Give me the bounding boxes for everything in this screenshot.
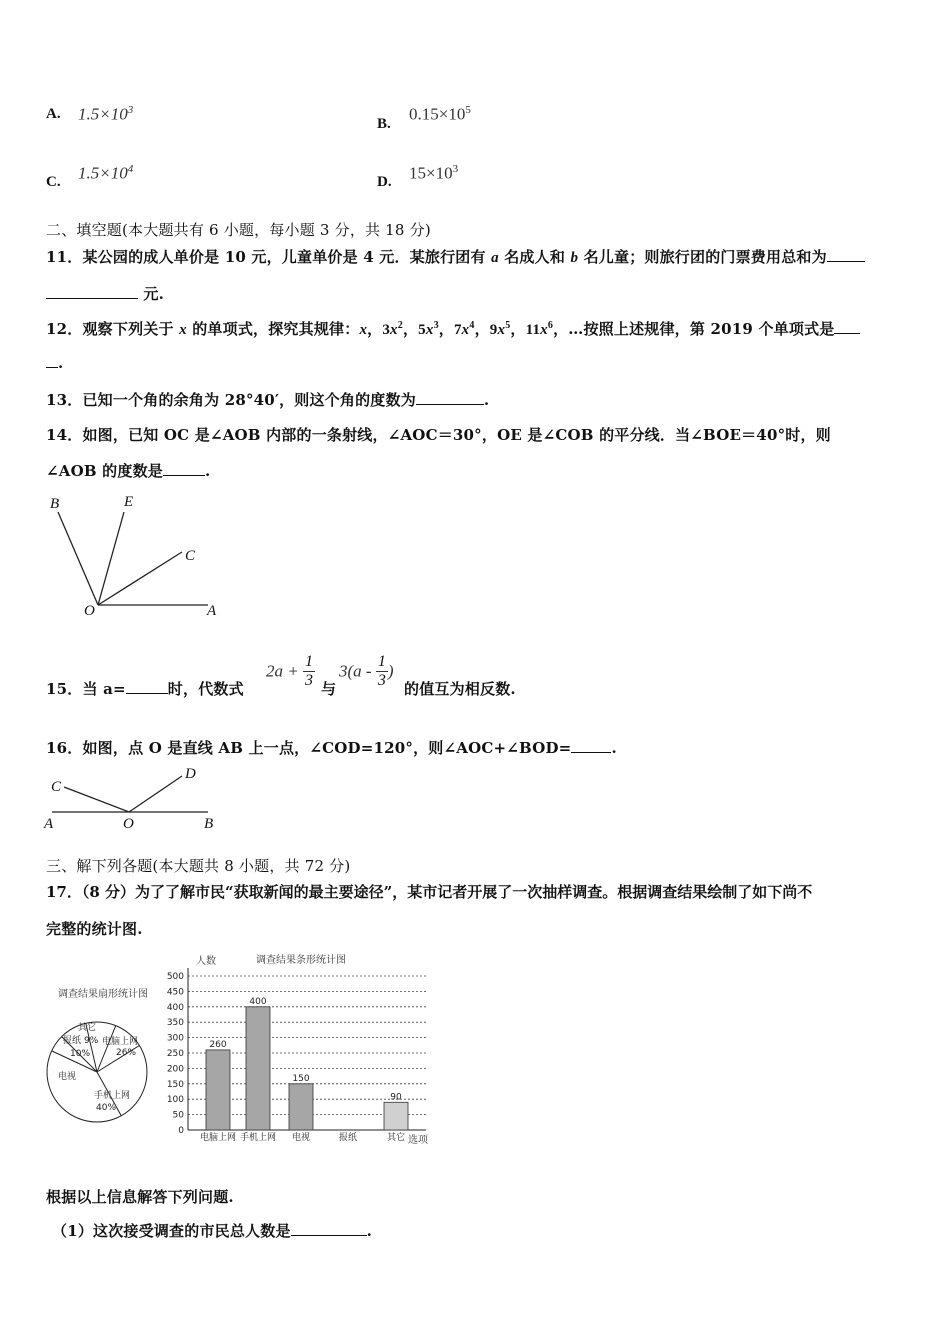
ray-oc [64, 787, 129, 812]
option-letter: D. [377, 174, 392, 190]
pie-slice-label: 其它 [78, 1023, 97, 1033]
pie-slice-label: 电视 [58, 1072, 77, 1082]
pie-slice-percent: 40% [96, 1103, 117, 1113]
x-tick-label: 手机上网 [239, 1133, 277, 1143]
label-o: O [123, 816, 134, 832]
option-letter: C. [46, 174, 61, 190]
bar [384, 1102, 408, 1130]
angle-figure-q16 [40, 762, 222, 834]
label-o: O [84, 603, 95, 619]
answer-blank[interactable] [834, 320, 860, 334]
label-e: E [124, 494, 134, 510]
answer-blank[interactable] [163, 462, 205, 476]
section-2-title: 二、填空题(本大题共有 6 小题，每小题 3 分，共 18 分) [46, 221, 431, 239]
question-12: 12．观察下列关于 x 的单项式，探究其规律：x，$3x^2$，$5x^3$，$7x^4$，$9x^5$，$11x^6$，…按照上述规律，第 2019 个单项式是 [46, 318, 860, 339]
label-c: C [185, 548, 196, 564]
x-tick-label: 电脑上网 [199, 1133, 237, 1143]
option-c [46, 172, 61, 191]
section-3-title: 三、解下列各题(本大题共 8 小题，共 72 分) [46, 857, 351, 875]
pie-slice-label: 电脑上网 [102, 1037, 139, 1047]
option-b [377, 114, 391, 133]
option-letter: A. [46, 106, 61, 122]
option-c-value: $1.5\times 10^4$ [78, 163, 134, 183]
question-17-sub1: （1）这次接受调查的市民总人数是 . [52, 1222, 373, 1240]
x-tick-label: 其它 [386, 1133, 406, 1143]
y-tick-label: 350 [166, 1018, 184, 1029]
question-17: 17．（8 分）为了了解市民“获取新闻的最主要途径”，某市记者开展了一次抽样调查。根据调查结果绘制了如下尚不 [46, 883, 813, 901]
bar-chart-title: 调查结果条形统计图 [256, 955, 346, 966]
y-tick-label: 0 [178, 1126, 184, 1136]
bar [206, 1050, 230, 1130]
y-tick-label: 150 [166, 1079, 184, 1090]
monomial-term: $7x^4$ [453, 320, 475, 338]
option-d [377, 172, 392, 191]
question-14: 14．如图，已知 OC 是∠AOB 内部的一条射线，∠AOC＝30°，OE 是∠COB 的平分线．当∠BOE＝40°时，则 [46, 426, 831, 444]
pie-slice-label: 手机上网 [94, 1091, 131, 1101]
x-tick-label: 电视 [291, 1133, 311, 1143]
option-letter: B. [377, 116, 391, 132]
monomial-term: $11x^6$ [525, 320, 554, 338]
question-14-cont: ∠AOB 的度数是 . [46, 462, 211, 480]
monomial-term: $9x^5$ [489, 320, 511, 338]
question-11: 11．某公园的成人单价是 10 元，儿童单价是 4 元．某旅行团有 a 名成人和 b 名儿童；则旅行团的门票费用总和为 [46, 246, 865, 267]
pie-chart [44, 980, 166, 1140]
pie-chart-title: 调查结果扇形统计图 [58, 989, 148, 1000]
ray-od [129, 776, 182, 812]
option-a-value: $1.5\times 10^3$ [78, 104, 134, 124]
question-15-suffix: 的值互为相反数. [404, 680, 516, 698]
bar-value-label: 90 [390, 1092, 402, 1103]
bar-value-label: 260 [209, 1039, 227, 1050]
question-13: 13．已知一个角的余角为 28°40′，则这个角的度数为 . [46, 391, 490, 409]
bar-plot [167, 968, 426, 1143]
y-tick-label: 250 [166, 1049, 184, 1059]
option-d-value: $15\times 10^3$ [409, 163, 459, 183]
y-tick-label: 500 [166, 972, 184, 982]
fraction: $\frac{1}{3}$ [304, 653, 313, 689]
option-a [46, 104, 61, 123]
answer-blank[interactable] [416, 391, 484, 405]
answer-blank[interactable] [827, 248, 865, 262]
bar-chart-ylabel: 人数 [196, 956, 216, 967]
pie-slice-label: 报纸 [63, 1036, 82, 1046]
y-tick-label: 200 [166, 1064, 184, 1075]
pie-slice-percent: 26% [116, 1048, 137, 1058]
conjunction: 与 [321, 680, 337, 698]
label-d: D [185, 766, 196, 782]
bar [289, 1084, 313, 1130]
fraction: $\frac{1}{3}$ [377, 653, 386, 689]
label-b: B [204, 816, 214, 832]
question-12-cont: . [46, 354, 63, 372]
y-tick-label: 450 [166, 987, 184, 998]
expression-2: 3(a - $\frac{1}{3}$ ) [339, 653, 394, 689]
question-17-cont: 完整的统计图. [46, 920, 143, 938]
expression-1: 2a + $\frac{1}{3}$ [266, 653, 313, 689]
answer-blank[interactable] [126, 680, 168, 694]
bar-chart [158, 950, 440, 1148]
question-17-after: 根据以上信息解答下列问题. [46, 1188, 234, 1206]
bar-value-label: 150 [292, 1073, 310, 1084]
pie-slice-percent: 9% [84, 1036, 99, 1046]
question-15: 15．当 a= 时，代数式 [46, 680, 244, 698]
pie-slices [47, 1021, 147, 1122]
label-b: B [50, 496, 60, 512]
monomial-term: $5x^3$ [418, 320, 439, 338]
answer-blank[interactable] [291, 1222, 367, 1236]
x-tick-label: 报纸 [338, 1133, 358, 1143]
answer-blank[interactable] [571, 739, 611, 753]
y-tick-label: 400 [166, 1002, 184, 1013]
option-b-value: $0.15\times 10^5$ [409, 104, 471, 124]
y-tick-label: 100 [166, 1095, 184, 1106]
monomial-term: $3x^2$ [382, 320, 403, 338]
y-tick-label: 50 [172, 1110, 184, 1121]
label-a: A [44, 816, 54, 832]
monomial-term: x [359, 322, 368, 338]
label-c: C [51, 779, 62, 795]
question-11-cont: 元. [46, 283, 164, 304]
answer-blank[interactable] [46, 285, 138, 299]
bar-chart-xlabel: 选项 [408, 1135, 428, 1146]
ray-ob [58, 512, 98, 605]
y-tick-label: 300 [166, 1033, 184, 1044]
angle-figure-q14 [40, 490, 230, 620]
question-16: 16．如图，点 O 是直线 AB 上一点，∠COD=120°，则∠AOC+∠BOD= . [46, 739, 617, 757]
bar [246, 1007, 270, 1130]
bar-value-label: 400 [249, 996, 267, 1007]
monomial-sequence: x，$3x^2$，$5x^3$，$7x^4$，$9x^5$，$11x^6$ [359, 320, 554, 338]
label-a: A [207, 603, 217, 619]
answer-blank[interactable] [46, 354, 58, 368]
pie-slice-percent: 10% [70, 1049, 91, 1059]
